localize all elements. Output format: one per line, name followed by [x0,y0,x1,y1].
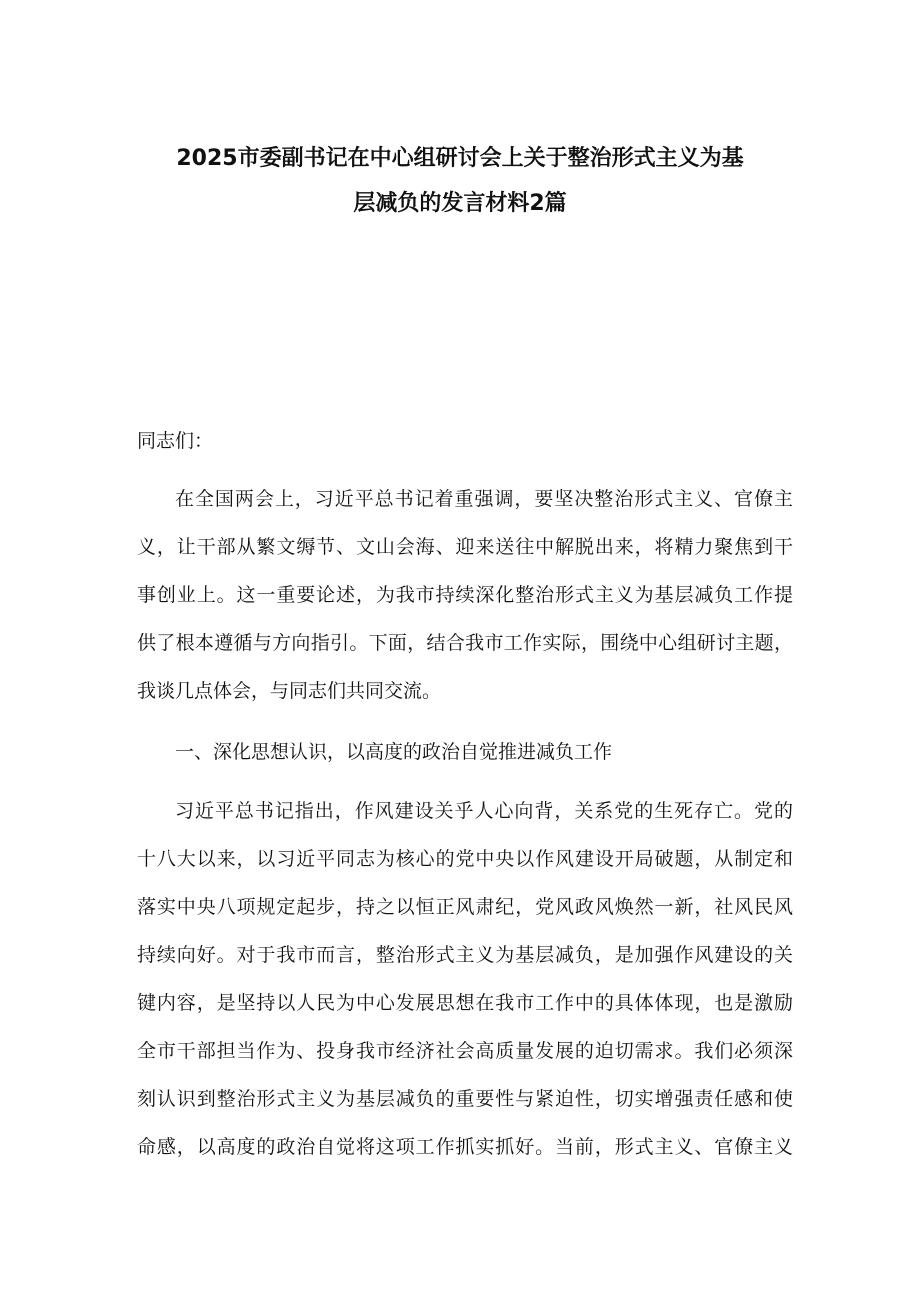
document-title-line-2: 层减负的发言材料2篇 [353,191,567,216]
paragraph-3-line-2: 十八大以来，以习近平同志为核心的党中央以作风建设开局破题，从制定和 [137,848,793,870]
paragraph-1-line-3: 事创业上。这一重要论述，为我市持续深化整治形式主义为基层减负工作提 [137,584,793,606]
paragraph-3-line-3: 落实中央八项规定起步，持之以恒正风肃纪，党风政风焕然一新，社风民风 [137,896,793,918]
paragraph-1-line-4: 供了根本遵循与方向指引。下面，结合我市工作实际，围绕中心组研讨主题， [137,632,793,654]
salutation: 同志们： [137,430,214,452]
document-title-line-1: 2025市委副书记在中心组研讨会上关于整治形式主义为基 [176,146,744,171]
paragraph-3-line-6: 全市干部担当作为、投身我市经济社会高质量发展的迫切需求。我们必须深 [137,1040,793,1062]
paragraph-3-line-4: 持续向好。对于我市而言，整治形式主义为基层减负，是加强作风建设的关 [137,944,793,966]
section-heading-1: 一、深化思想认识，以高度的政治自觉推进减负工作 [175,741,613,763]
paragraph-1-line-1: 在全国两会上，习近平总书记着重强调，要坚决整治形式主义、官僚主 [175,488,793,510]
paragraph-3-line-8: 命感，以高度的政治自觉将这项工作抓实抓好。当前，形式主义、官僚主义 [137,1136,793,1158]
paragraph-1-line-2: 义，让干部从繁文缛节、文山会海、迎来送往中解脱出来，将精力聚焦到干 [137,536,793,558]
paragraph-3-line-7: 刻认识到整治形式主义为基层减负的重要性与紧迫性，切实增强责任感和使 [137,1088,793,1110]
paragraph-3-line-5: 键内容，是坚持以人民为中心发展思想在我市工作中的具体体现，也是激励 [137,992,793,1014]
paragraph-3-line-1: 习近平总书记指出，作风建设关乎人心向背，关系党的生死存亡。党的 [175,800,793,822]
paragraph-1-line-5: 我谈几点体会，与同志们共同交流。 [137,680,442,702]
